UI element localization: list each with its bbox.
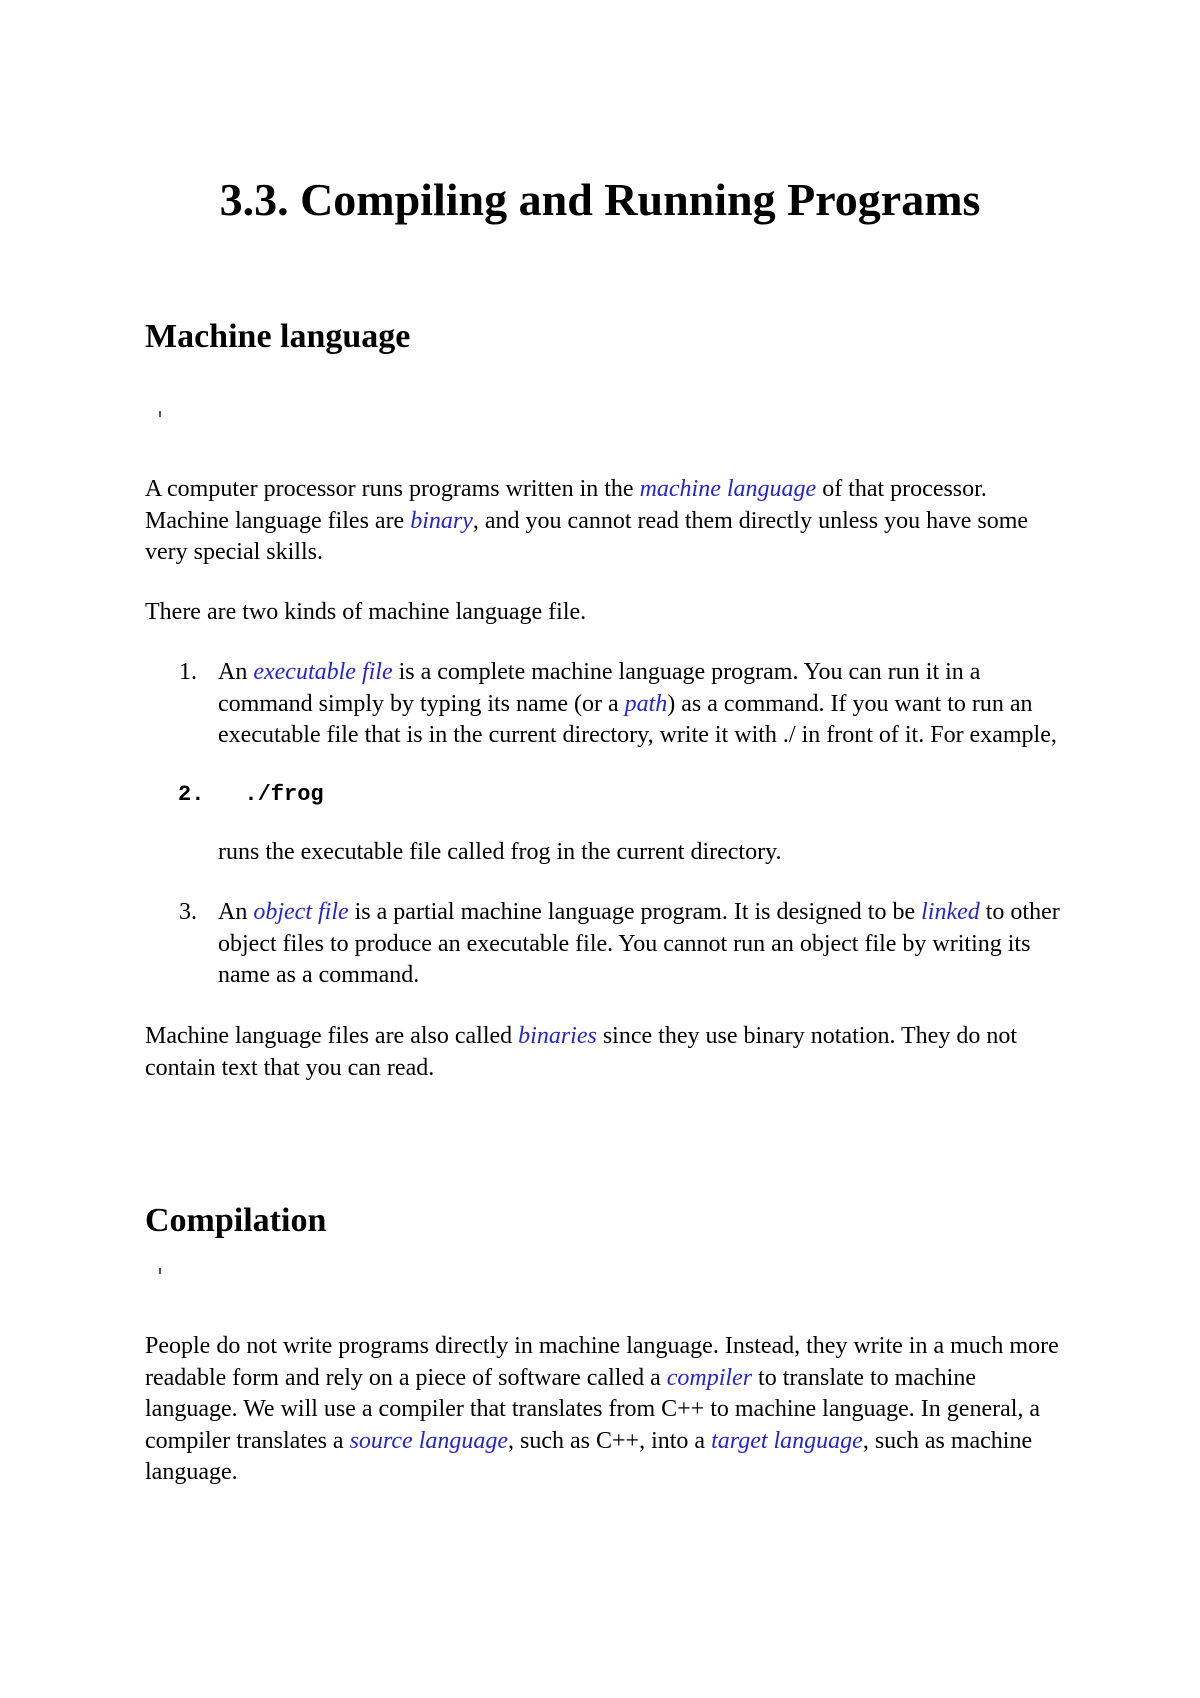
term-binary: binary — [410, 507, 473, 534]
paragraph-binaries: Machine language files are also called binaries since they use binary notation. They do not contain text that you can read. — [145, 1023, 1017, 1081]
list-number: 2. — [178, 782, 205, 807]
paragraph-runs-frog: runs the executable file called frog in the current directory. — [218, 839, 782, 865]
list-item-code-example — [178, 781, 324, 809]
section-marker — [159, 1268, 161, 1274]
list-item-object-file: 3. An object file is a partial machine language program. It is designed to be linked to other object files to produce an executable file. You cannot run an object file by writing its name as a command. — [179, 899, 1060, 988]
paragraph-processor: A computer processor runs programs written in the machine language of that processor. Machine language files are binary, and you cannot read them directly unless you have some very special skills. — [145, 476, 1029, 565]
paragraph-two-kinds: There are two kinds of machine language file. — [145, 599, 587, 625]
list-item-executable-file: 1. An executable file is a complete machine language program. You can run it in a command simply by typing its name (or a path) as a command. If you want to run an executable file that is in the current directory, write it with ./ in front of it. For example, — [179, 659, 1057, 748]
list-number: 1. — [179, 659, 197, 685]
code-example: ./frog — [244, 782, 324, 807]
term-binaries: binaries — [518, 1023, 597, 1049]
term-machine-language: machine language — [639, 476, 817, 502]
term-object-file: object file — [253, 899, 349, 925]
section-heading-compilation: Compilation — [145, 1202, 327, 1239]
paragraph-compiler: People do not write programs directly in machine language. Instead, they write in a much more readable form and rely on a piece of software called a compiler to translate to machine language. We will use a compiler that translates from C++ to machine language. In general, a compiler translates a source language, such as C++, into a target language, such as machine language. — [145, 1333, 1059, 1485]
section-heading-machine-language: Machine language — [145, 318, 411, 355]
list-number: 3. — [179, 899, 197, 925]
page-title: 3.3. Compiling and Running Programs — [219, 174, 981, 225]
term-target-language: target language — [711, 1427, 863, 1454]
term-executable-file: executable file — [253, 659, 393, 685]
term-linked: linked — [921, 899, 980, 925]
term-source-language: source language — [349, 1427, 509, 1454]
term-path: path — [624, 690, 668, 717]
term-compiler: compiler — [666, 1364, 753, 1391]
section-marker — [159, 411, 161, 417]
